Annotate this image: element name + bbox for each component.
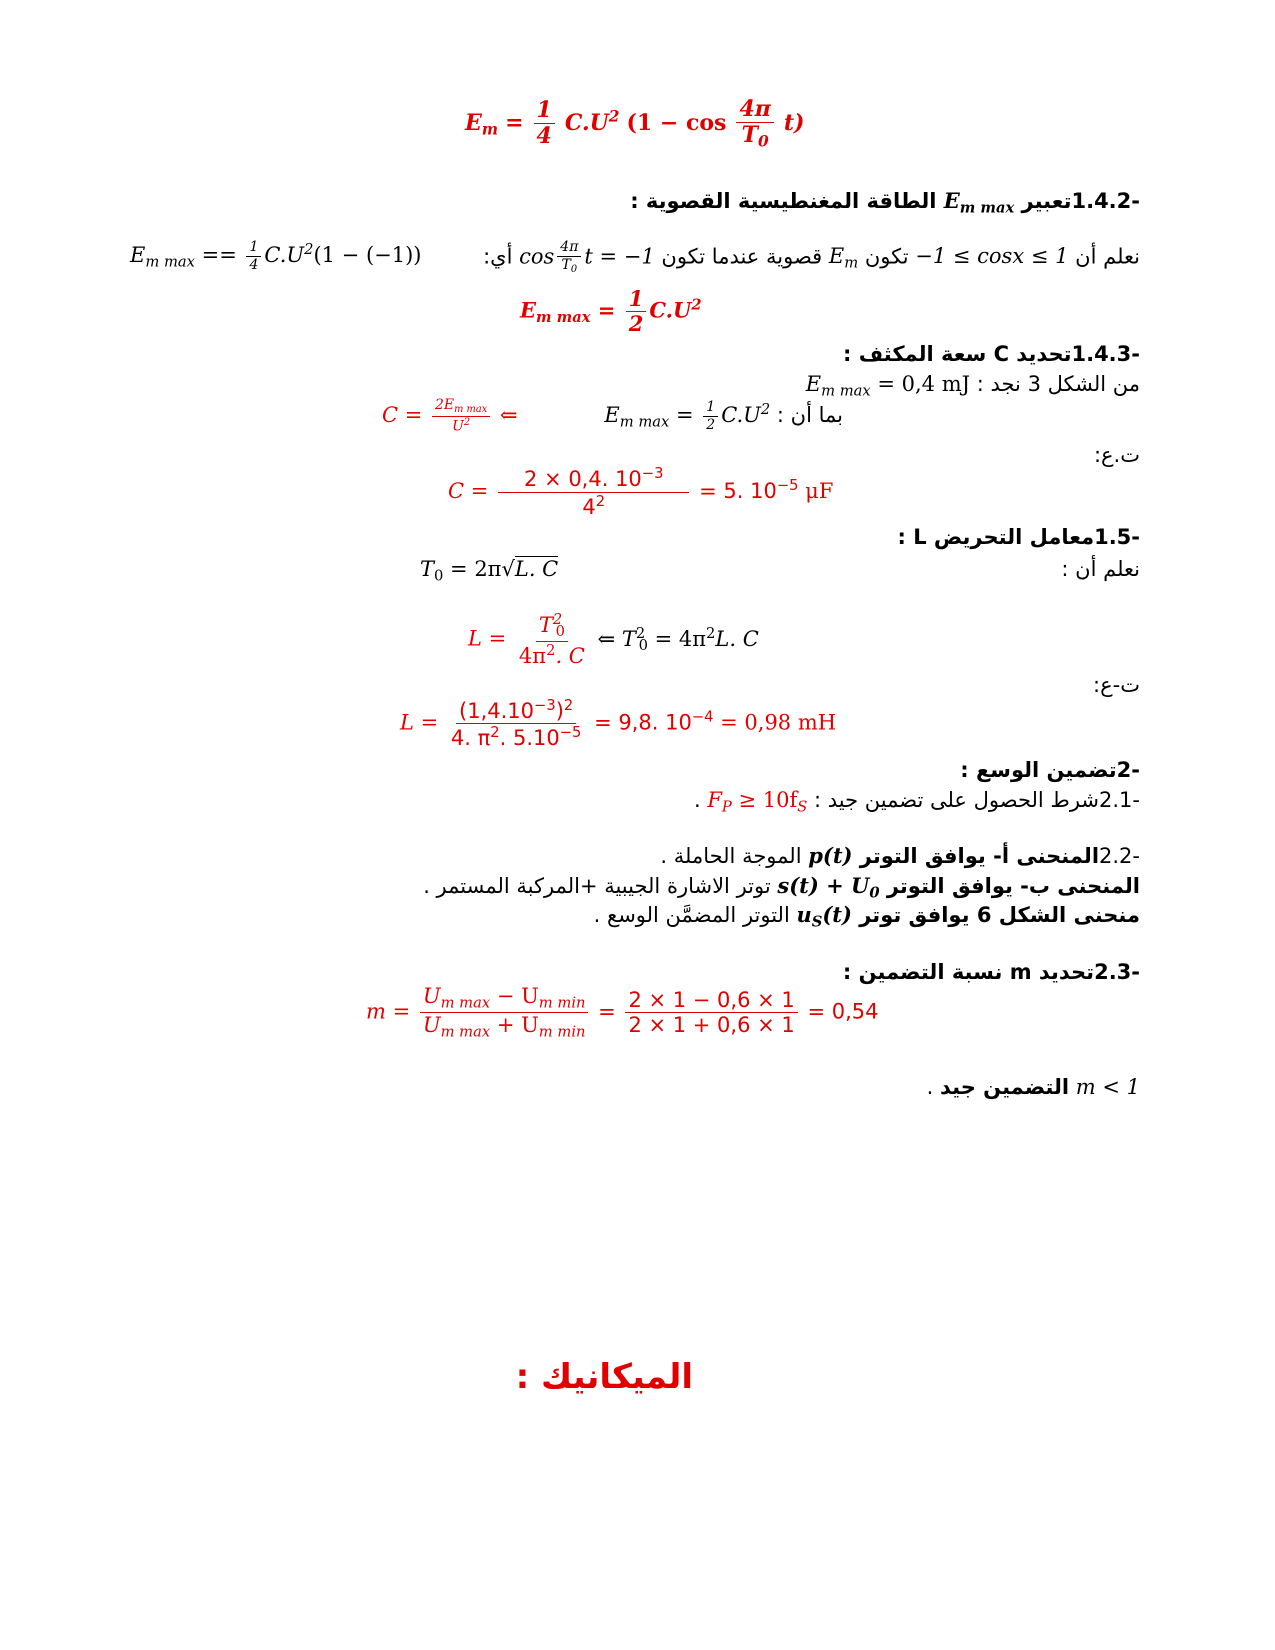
section-1-4-2-heading: -1.4.2تعبير $E_{m max}$ الطاقة المغنطيسية القصوية :: [630, 188, 1140, 217]
section-1-4-3-heading: -1.4.3تحديد C سعة المكثف :: [843, 342, 1140, 366]
equation-emax: $E_{m max}$ = $\frac{1}{2}$ $C.U^2$: [520, 286, 702, 337]
numerical-application-label: ت.ع:: [1093, 443, 1140, 467]
equation-l-formula: L = $\frac{T^2_0}{4\pi^2. C}$ ⇐ $T^2_0 = 4\pi^2L$. C: [468, 611, 759, 668]
line-from-figure-3: من الشكل 3 نجد : $E_{m max} = 0,4$ mJ: [805, 372, 1140, 400]
section-2-2-line-3: منحنى الشكل 6 يوافق توتر $u_S(t)$ التوتر المضمَّن الوسع .: [593, 902, 1140, 931]
line-we-know: نعلم أن −1 ≤ cosx ≤ 1 تكون $E_m$ قصوية عندما تكون cos $\frac{4\pi}{T_0}$ t = −1 أي:: [483, 239, 1140, 275]
section-2-2-line-2: المنحنى ب- يوافق التوتر $s(t) + U_0$ توتر الاشارة الجيبية +المركبة المستمر .: [423, 873, 1140, 902]
equation-em: $E_m$ = $\frac{1}{4}$ $C.U^2$ (1 − cos $\frac{4\pi}{T_0}$ t): [465, 96, 805, 151]
line-we-know-result: $E_{m max}$ == $\frac{1}{4}$ $C.U^2(1 - (-1))$: [130, 239, 422, 273]
equation-c-formula: C = $\frac{2E_{m max}}{U^2}$ ⇐: [382, 397, 518, 435]
sqrt-symbol: √: [501, 557, 515, 581]
equation-t0: $T_0 = 2\pi√L$. C: [420, 557, 559, 585]
section-1-5-heading: -1.5معامل التحريض L :: [897, 525, 1140, 549]
equation-c-numeric: C = $\frac{2 \times 0,4. 10^{-3}}{4^2}$ = 5. $10^{-5}$ μF: [448, 465, 834, 520]
section-2-1-line: -2.1شرط الحصول على تضمين جيد : $F_P \ge 10f_S$ .: [693, 788, 1140, 816]
equation-l-numeric: L = $\frac{(1,4.10^{-3})^2}{4. \pi^2. 5.10^{-5}}$ = 9,8. $10^{-4} = 0,98$ mH: [400, 697, 837, 751]
line-we-know-2: نعلم أن :: [1061, 557, 1140, 581]
section-2-3-heading: -2.3تحديد m نسبة التضمين :: [842, 960, 1140, 984]
equation-m: m = $\frac{U_{m max} - U_{m min}}{U_{m max} + U_{m min}}$ = $\frac{2 \times 1 - 0,6 \times 1}{2 \times 1 + 0,6 \times 1}$ = 0,54: [366, 984, 879, 1041]
section-2-heading: -2تضمين الوسع :: [960, 758, 1140, 782]
mechanics-heading: الميكانيك :: [515, 1357, 693, 1397]
line-modulation-good: m < 1 التضمين جيد .: [926, 1075, 1140, 1099]
line-since: بما أن : $E_{m max}$ = $\frac{1}{2}$ $C.U^2$: [604, 399, 843, 433]
section-2-2-line-1: -2.2المنحنى أ- يوافق التوتر p(t) الموجة الحاملة .: [660, 843, 1140, 868]
numerical-application-label-2: ت-ع:: [1093, 673, 1140, 697]
